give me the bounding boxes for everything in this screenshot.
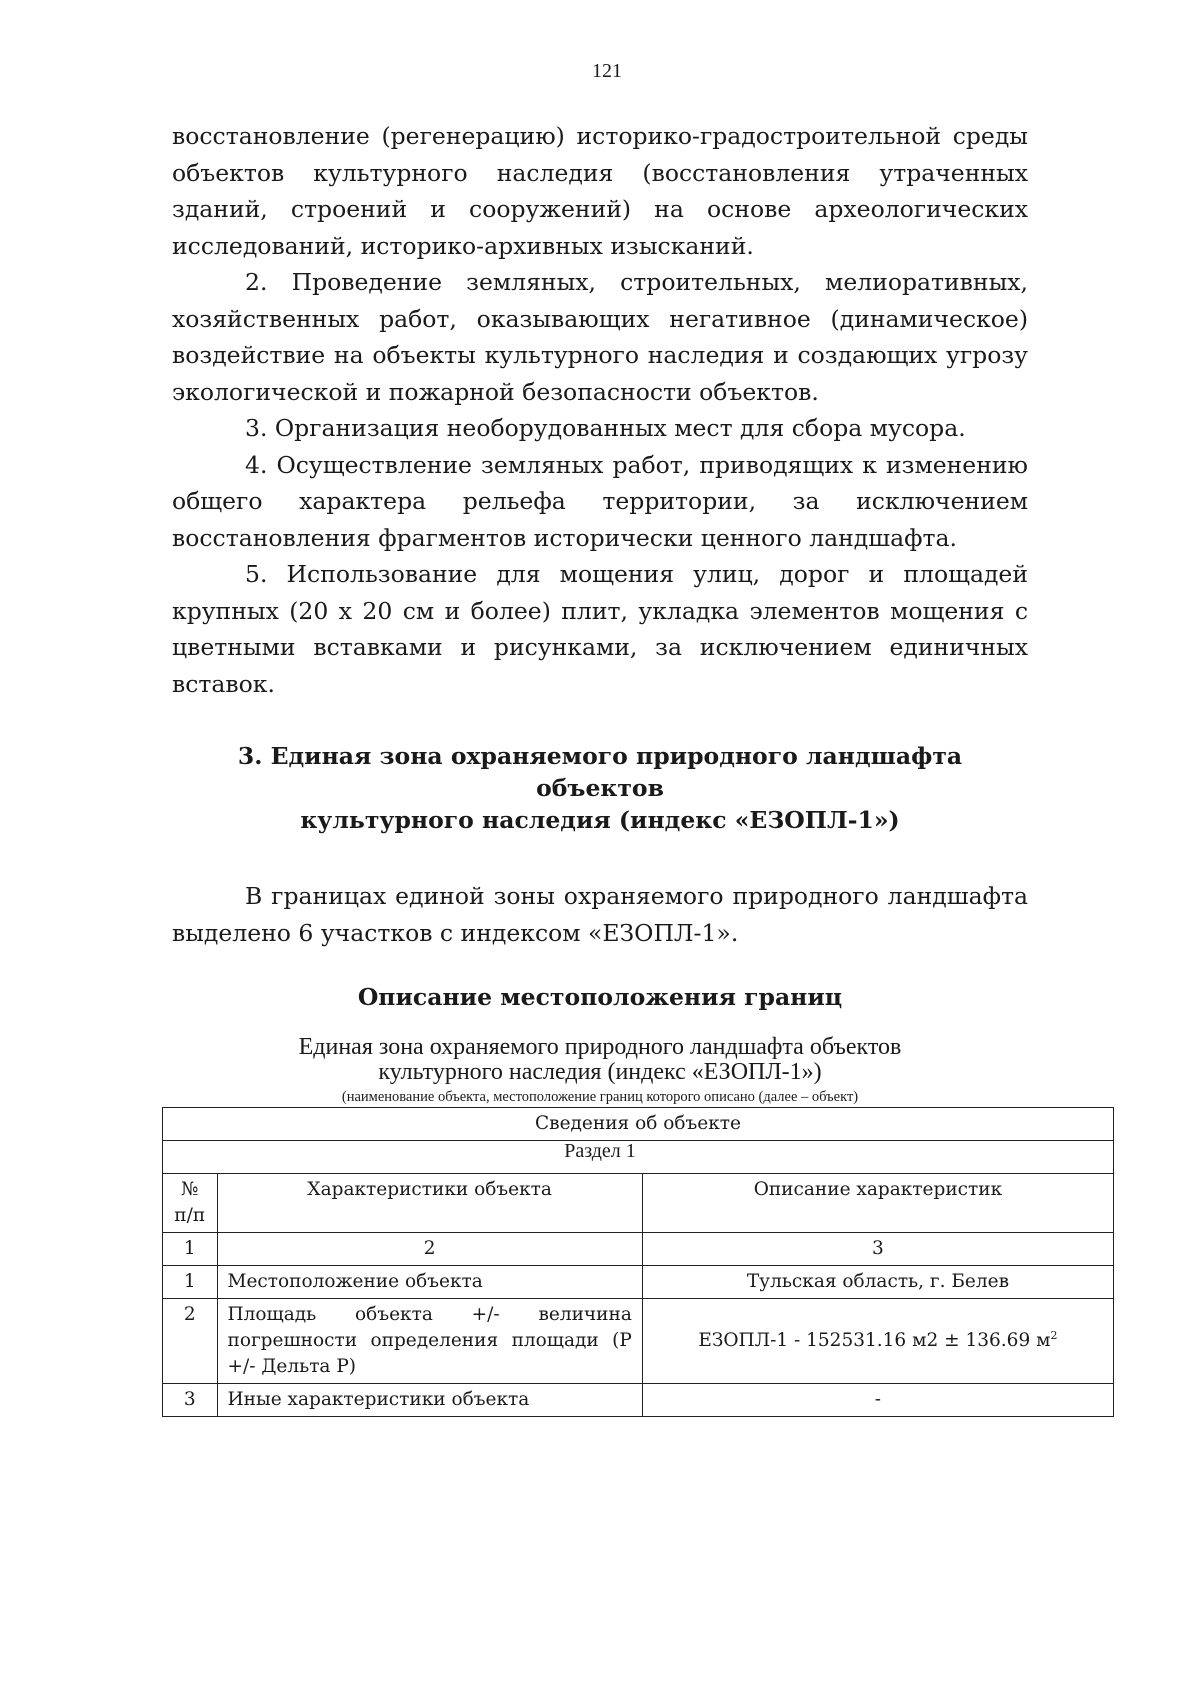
section-paragraph: В границах единой зоны охраняемого природного ландшафта выделено 6 участков с индексом «ЕЗОПЛ-1». xyxy=(172,882,1028,947)
table-row xyxy=(163,1299,1114,1384)
column-number: 3 xyxy=(642,1233,1113,1266)
header-characteristic: Характеристики объекта xyxy=(217,1174,642,1233)
superscript: 2 xyxy=(1050,1328,1058,1342)
table-empty-row xyxy=(163,1141,1114,1174)
row-description: Тульская область, г. Белев xyxy=(642,1266,1113,1299)
table-title: Сведения об объекте xyxy=(163,1108,1114,1141)
empty-cell xyxy=(163,1141,1114,1174)
description-heading: Описание местоположения границ xyxy=(357,983,843,1011)
row-num: 1 xyxy=(163,1266,218,1299)
column-number: 1 xyxy=(163,1233,218,1266)
list-item: 2. Проведение земляных, строительных, мелиоративных, хозяйственных работ, оказывающих негативное (динамическое) воздействие на объекты культурного наследия и создающих угрозу экологической и пожарной безопасности объектов. xyxy=(172,268,1028,406)
list-item: 3. Организация необорудованных мест для сбора мусора. xyxy=(245,414,966,442)
header-description: Описание характеристик xyxy=(642,1174,1113,1233)
row-characteristic: Иные характеристики объекта xyxy=(217,1384,642,1417)
row-description: - xyxy=(642,1384,1113,1417)
object-name-line: Единая зона охраняемого природного ландшафта объектов xyxy=(298,1034,902,1060)
header-num: № п/п xyxy=(163,1174,218,1233)
table-title-row xyxy=(163,1108,1114,1141)
row-characteristic: Площадь объекта +/- величина погрешности определения площади (Р +/- Дельта Р) xyxy=(217,1299,642,1384)
row-num: 2 xyxy=(163,1299,218,1384)
table-header-row xyxy=(163,1174,1114,1233)
table-column-numbers-row xyxy=(163,1233,1114,1266)
section-heading xyxy=(172,740,1028,836)
row-description xyxy=(642,1299,1113,1384)
table-row xyxy=(163,1266,1114,1299)
object-name-line: культурного наследия (индекс «ЕЗОПЛ-1») xyxy=(378,1059,822,1085)
list-item: 5. Использование для мощения улиц, дорог и площадей крупных (20 х 20 см и более) плит, укладка элементов мощения с цветными вставками и рисунками, за исключением единичных вставок. xyxy=(172,560,1028,698)
section-heading-line: 3. Единая зона охраняемого природного ландшафта объектов xyxy=(237,742,963,802)
table-row xyxy=(163,1384,1114,1417)
row-num: 3 xyxy=(163,1384,218,1417)
page-number: 121 xyxy=(592,60,622,82)
column-number: 2 xyxy=(217,1233,642,1266)
object-name xyxy=(172,1035,1028,1085)
object-info-table xyxy=(162,1107,1114,1417)
object-caption: (наименование объекта, местоположение границ которого описано (далее – объект) xyxy=(341,1089,859,1105)
row-characteristic: Местоположение объекта xyxy=(217,1266,642,1299)
section-heading-line: культурного наследия (индекс «ЕЗОПЛ-1») xyxy=(300,806,900,834)
section-label: Раздел 1 xyxy=(564,1140,636,1162)
intro-paragraph: восстановление (регенерацию) историко-градостроительной среды объектов культурного наследия (восстановления утраченных зданий, строений и сооружений) на основе археологических исследований, историко-архивных изысканий. xyxy=(172,122,1028,260)
row-description-text: ЕЗОПЛ-1 - 152531.16 м2 ± 136.69 м xyxy=(698,1330,1051,1351)
list-item: 4. Осуществление земляных работ, приводящих к изменению общего характера рельефа территории, за исключением восстановления фрагментов исторически ценного ландшафта. xyxy=(172,450,1028,552)
